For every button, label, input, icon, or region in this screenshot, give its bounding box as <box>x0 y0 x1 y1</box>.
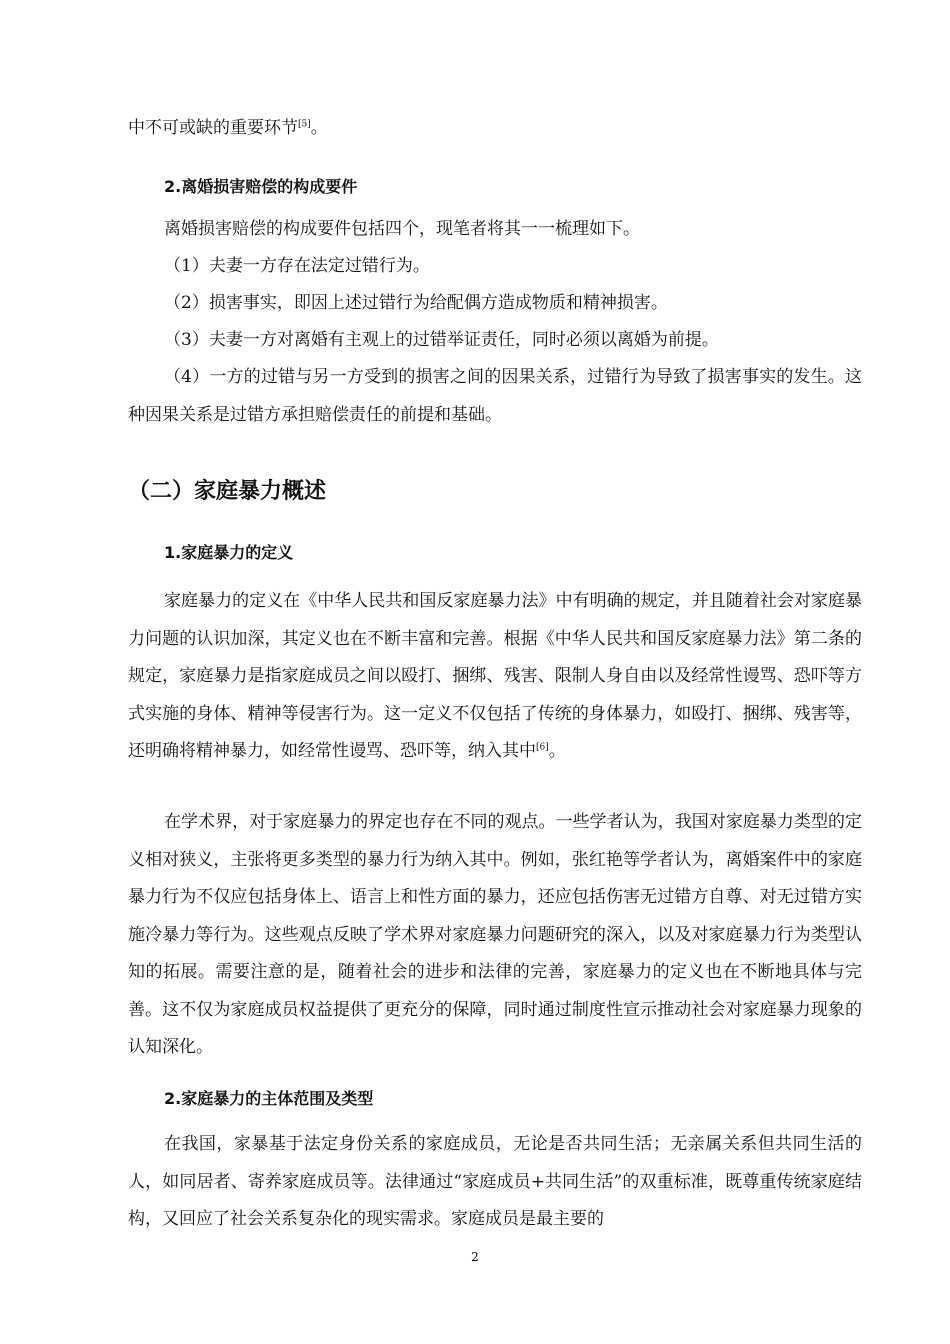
list-item-4: （4）一方的过错与另一方受到的损害之间的因果关系，过错行为导致了损害事实的发生。这种因果关系是过错方承担赔偿责任的前提和基础。 <box>128 367 862 425</box>
paragraph-scope: 在我国，家暴基于法定身份关系的家庭成员，无论是否共同生活；无亲属关系但共同生活的人，如同居者、寄养家庭成员等。法律通过“家庭成员+共同生活”的双重标准，既尊重传统家庭结构，又回应了社会关系复杂化的现实需求。家庭成员是最主要的 <box>128 1134 862 1229</box>
subheading-scope: 2.家庭暴力的主体范围及类型 <box>164 1089 374 1108</box>
paragraph-tail: 。 <box>310 118 328 138</box>
paragraph-continued <box>128 110 862 148</box>
paragraph-text: 中不可或缺的重要环节 <box>128 118 298 138</box>
subheading-definition: 1.家庭暴力的定义 <box>164 543 294 562</box>
section-title: （二）家庭暴力概述 <box>128 479 327 504</box>
paragraph-intro: 离婚损害赔偿的构成要件包括四个，现笔者将其一一梳理如下。 <box>164 219 640 239</box>
list-item-3: （3）夫妻一方对离婚有主观上的过错举证责任，同时必须以离婚为前提。 <box>164 330 719 350</box>
page-number: 2 <box>471 1250 479 1264</box>
list-item-1: （1）夫妻一方存在法定过错行为。 <box>164 256 430 276</box>
list-item-2: （2）损害事实，即因上述过错行为给配偶方造成物质和精神损害。 <box>164 293 668 313</box>
paragraph-tail: 。 <box>548 741 566 761</box>
paragraph-text: 家庭暴力的定义在《中华人民共和国反家庭暴力法》中有明确的规定，并且随着社会对家庭暴力问题的认识加深，其定义也在不断丰富和完善。根据《中华人民共和国反家庭暴力法》第二条的规定，家庭暴力是指家庭成员之间以殴打、捆绑、残害、限制人身自由以及经常性谩骂、恐吓等方式实施的身体、精神等侵害行为。这一定义不仅包括了传统的身体暴力，如殴打、捆绑、残害等，还明确将精神暴力，如经常性谩骂、恐吓等，纳入其中 <box>128 591 862 761</box>
subheading-components: 2.离婚损害赔偿的构成要件 <box>164 177 358 196</box>
paragraph-academic: 在学术界，对于家庭暴力的界定也存在不同的观点。一些学者认为，我国对家庭暴力类型的定义相对狭义，主张将更多类型的暴力行为纳入其中。例如，张红艳等学者认为，离婚案件中的家庭暴力行为不仅应包括身体上、语言上和性方面的暴力，还应包括伤害无过错方自尊、对无过错方实施冷暴力等行为。这些观点反映了学术界对家庭暴力问题研究的深入，以及对家庭暴力行为类型认知的拓展。需要注意的是，随着社会的进步和法律的完善，家庭暴力的定义也在不断地具体与完善。这不仅为家庭成员权益提供了更充分的保障，同时通过制度性宣示推动社会对家庭暴力现象的认知深化。 <box>128 812 862 1057</box>
citation-ref: [5] <box>298 119 311 130</box>
citation-ref: [6] <box>536 742 549 753</box>
paragraph-definition <box>128 583 862 771</box>
